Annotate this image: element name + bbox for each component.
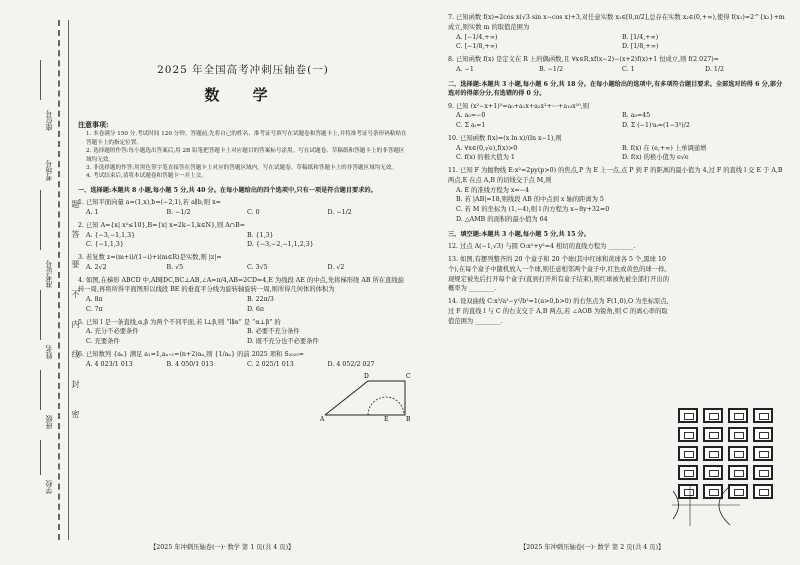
notice-title: 注意事项: [78,119,109,129]
box-cell [753,484,773,499]
box-cell [753,465,773,480]
question-14: 14. 设双曲线 C:x²/a²−y²/b²=1(a>0,b>0) 的右焦点为 F(1,0),O 为坐标原点,过 F 的直线 l 与 C 的右支交于 A,B 两点,若 ∠AOB 为锐角,则 C 的离心率的取值范围为 ________. [448,298,669,325]
question-stem: 5. 已知 l 是一条直线,α,β 为两个不同平面,若 l⊥β,则 “l∥α” 是 “α⊥β” 的 [78,318,281,326]
seal-char: 要 [71,260,80,268]
answer-option[interactable]: B. 若 |AB|=18,则线段 AB 的中点到 x 轴的距离为 5 [456,196,604,204]
option-row [456,111,788,131]
box-cell [678,427,698,442]
seat-number-field[interactable] [40,60,42,100]
question-12: 12. 过点 A(−1,√3) 与圆 O:x²+y²=4 相切的直线方程为 ________. [448,243,636,251]
answer-option[interactable]: A. 充分不必要条件 [86,328,139,336]
figure-label: E [384,416,389,422]
box-cell [728,427,748,442]
answer-option[interactable]: D. 4 052/2 027 [327,360,375,368]
answer-option[interactable]: B. −1/2 [166,209,191,217]
question-stem: 7. 已知函数 f(x)=2cos x(√3 sin x−cos x)+3,对任意实数 x₁∈[0,π/2],总存在实数 x₂∈(0,+∞),使得 f(x₁)=2^{x₂}+m 成立,则实数 m 的取值范围为 [448,14,785,31]
answer-option[interactable]: D. [1/8,+∞) [622,43,659,51]
answer-option[interactable]: A. 8π [86,296,103,304]
question-stem: 4. 如图,在梯形 ABCD 中,AB∥DC,BC⊥AB,∠A=π/4,AB=2CD=4,E 为线段 AE 的中点,先将梯形绕 AB 所在直线旋转一周,再将所得平面图形以线段 BE 的垂直平分线为旋转轴旋转一周,则所得几何体的体积为 [78,276,404,294]
trapezoid-figure [320,367,415,422]
binding-margin [0,0,80,565]
notice-item: 2. 选择题的作答:每小题选出答案后,用 2B 铅笔把答题卡上对应题目的答案标号涂黑。写在试题卷、草稿纸和答题卡上的非答题区域均无效。 [86,148,405,163]
box-cell [753,408,773,423]
seal-char: 内 [71,320,80,328]
box-cell [728,446,748,461]
seal-char: 题 [71,200,80,208]
figure-label: B [406,416,411,422]
answer-option[interactable]: B. {1,3} [247,231,274,239]
seal-char: 答 [71,230,80,238]
question-stem: 10. 已知函数 f(x)=(x ln x)/(ln x−1),则 [448,134,562,142]
notice-box [78,120,408,181]
question-list [78,198,408,369]
option-row [456,144,788,164]
answer-option[interactable]: A. 1 [86,209,99,217]
exam-room-label: 考场号 [45,160,53,181]
question-stem: 3. 若复数 z=(m+i)/(1−i)+i(m∈R)是实数,则 |z|= [78,254,222,262]
option-row [456,65,788,75]
answer-option[interactable]: B. 4 050/1 013 [166,360,214,368]
box-cell [678,408,698,423]
answer-option[interactable]: B. f(x) 在 (e,+∞) 上单调递增 [622,144,707,152]
exam-room-field[interactable] [40,190,42,250]
answer-option[interactable]: C. 充要条件 [86,338,120,346]
notice-item: 4. 考试结束后,请将本试题卷和答题卡一并上交。 [86,173,207,180]
section-heading: 二、选择题:本题共 3 小题,每小题 6 分,共 18 分。在每小题给出的选项中,有多项符合题目要求。全部选对的得 6 分,部分选对的得部分分,有选错的得 0 分。 [448,80,783,98]
section-heading: 一、选择题:本题共 8 小题,每小题 5 分,共 40 分。在每小题给出的四个选项中,只有一项是符合题目要求的。 [78,186,377,194]
answer-option[interactable]: A. 2√2 [86,263,107,271]
answer-option[interactable]: D. 1/2 [705,65,724,73]
answer-option[interactable]: C. 7π [86,305,103,313]
figure-label: A [320,416,325,422]
answer-option[interactable]: C. [−1/8,+∞) [456,43,498,51]
answer-option[interactable]: A. −1 [456,65,474,73]
name-field[interactable] [40,370,42,410]
answer-option[interactable]: D. f(x) 的极小值为 e√e [622,154,689,162]
box-cell [753,427,773,442]
box-cell [703,465,723,480]
seal-char: 封 [71,380,80,388]
option-row [456,33,788,53]
answer-option[interactable]: B. 22π/3 [247,296,274,304]
answer-option[interactable]: C. 2 025/1 013 [247,360,294,368]
box-cell [728,408,748,423]
option-row [86,263,408,273]
answer-option[interactable]: D. 既不充分也不必要条件 [247,338,319,346]
box-cell [703,408,723,423]
box-cell [678,465,698,480]
answer-option[interactable]: B. a₈=45 [622,112,651,120]
question-stem: 2. 已知 A={x| x²≤10},B={x| x=2k−1,k∈N},则 A∩B= [78,221,246,229]
answer-option[interactable]: A. E 的准线方程为 x=−4 [456,186,530,194]
box-cell [703,427,723,442]
question-stem: 1. 已知平面向量 a=(1,x),b=(−2,1),若 a∥b,则 x= [78,199,221,207]
seat-number-label: 座位号 [45,110,53,131]
notice-item: 1. 本卷满分 150 分,考试时间 120 分钟。答题前,先将自己的姓名、准考证号填写在试题卷和答题卡上,并将准考证号条形码粘贴在答题卡上的指定位置。 [86,131,407,146]
answer-option[interactable]: C. 3√5 [247,263,268,271]
answer-option[interactable]: B. √5 [166,263,184,271]
answer-option[interactable]: B. 必要不充分条件 [247,328,300,336]
option-row [86,231,408,251]
option-row [86,327,408,347]
class-field[interactable] [40,440,42,475]
section-heading: 三、填空题:本题共 3 小题,每小题 5 分,共 15 分。 [448,230,590,238]
figure-label: C [406,373,411,380]
answer-option[interactable]: D. △AMB 的面积的最小值为 64 [456,215,548,223]
semicircle-arc [368,397,404,415]
answer-option[interactable]: A. ∀x∈(0,√e),f(x)>0 [456,144,518,152]
option-row [86,295,408,315]
answer-option[interactable]: C. 0 [247,209,260,217]
answer-option[interactable]: D. −1/2 [327,209,352,217]
answer-option[interactable]: B. −1/2 [539,65,564,73]
seal-char: 不 [71,290,80,298]
name-label: 姓名 [45,345,53,359]
seal-char: 密 [71,410,80,418]
figure-label: D [364,373,369,380]
page-2 [448,10,788,326]
school-label: 学校 [45,480,53,494]
answer-option[interactable]: D. Σ (−1)ⁱaᵢ=(1−3⁵)/2 [622,122,690,130]
notice-item: 3. 非选择题的作答:用黑色签字笔直接答在答题卡上对应的答题区域内。写在试题卷、草稿纸和答题卡上的非答题区域均无效。 [86,164,398,171]
answer-option[interactable]: C. 若 M 的坐标为 (1,−4),则 l 的方程为 x−8y+32=0 [456,206,610,214]
box-cell [678,446,698,461]
answer-option[interactable]: A. [−1/4,+∞) [456,33,498,41]
question-stem: 6. 已知数列 {aₙ} 满足 a₁=1,aₙ₊₁=(n+2)aₙ,则 {1/aₙ} 的前 2025 项和 S₂₀₂₅= [78,350,305,358]
answer-option[interactable]: A. 4 023/1 013 [86,360,133,368]
answer-option[interactable]: B. [1/4,+∞) [622,33,659,41]
answer-option[interactable]: D. 6π [247,305,264,313]
footer-page-1: 【2025 年冲刺压轴卷(一)· 数学 第 1 页(共 4 页)】 [150,544,295,551]
question-stem: 8. 已知函数 f(x) 是定义在 R 上的偶函数,且 ∀x∈R,xf(x−2)−(x+2)f(x)+1 恒成立,则 f(2 027)= [448,56,719,63]
question-list [448,13,788,75]
answer-option[interactable]: D. √2 [327,263,345,271]
answer-option[interactable]: C. Σ aᵢ=1 [456,122,486,130]
answer-option[interactable]: C. f(x) 的极大值为 1 [456,154,515,162]
box-cell [728,465,748,480]
exam-title: 2025 年全国高考冲刺压轴卷(一) [157,64,329,76]
question-stem: 11. 已知 F 为抛物线 E:x²=2py(p>0) 的焦点,P 为 E 上一点,点 P 到 F 的距离的最小值为 4,过 F 的直线 l 交 E 于 A,B 两点,E 在点 A,B 的切线交于点 M,则 [448,167,783,184]
exam-id-field[interactable] [40,290,42,340]
page-1 [78,10,408,369]
binding-pattern [58,20,69,540]
answer-option[interactable]: C. {−1,1,3} [86,241,124,249]
box-cell [703,446,723,461]
option-row [86,208,408,218]
option-row [456,186,788,225]
exam-id-label: 准考证号 [45,260,53,288]
answer-option[interactable]: C. 1 [622,65,635,73]
hyperbola-figure [670,483,742,528]
question-list [448,102,788,225]
seal-char: 线 [71,350,80,358]
answer-option[interactable]: D. {−3,−2,−1,1,2,3} [247,241,314,249]
question-13: 13. 如图,有摆列整齐的 20 个盒子和 20 个球(其中红球和黄球各 5 个,黑球 10 个),在每个盒子中随机放入一个球,则任意相邻两个盒子中,红色或黄色的球一样。现规定被先后打开每个盒子(直到打开所有盒子结束),则红球被先被全部打开出的概率为 ________. [448,256,671,293]
answer-option[interactable]: A. {−3,−1,1,3} [86,231,136,239]
answer-option[interactable]: A. a₀=−0 [456,112,486,120]
footer-page-2: 【2025 年冲刺压轴卷(一)· 数学 第 2 页(共 4 页)】 [520,544,665,551]
hyperbola-curve [719,486,730,525]
box-cell [753,446,773,461]
subject-title: 数 学 [204,86,282,105]
class-label: 班级 [45,415,53,429]
question-stem: 9. 已知 (x²−x+1)⁵=a₀+a₁x+a₂x²+⋯+a₁₀x¹⁰,则 [448,102,590,110]
